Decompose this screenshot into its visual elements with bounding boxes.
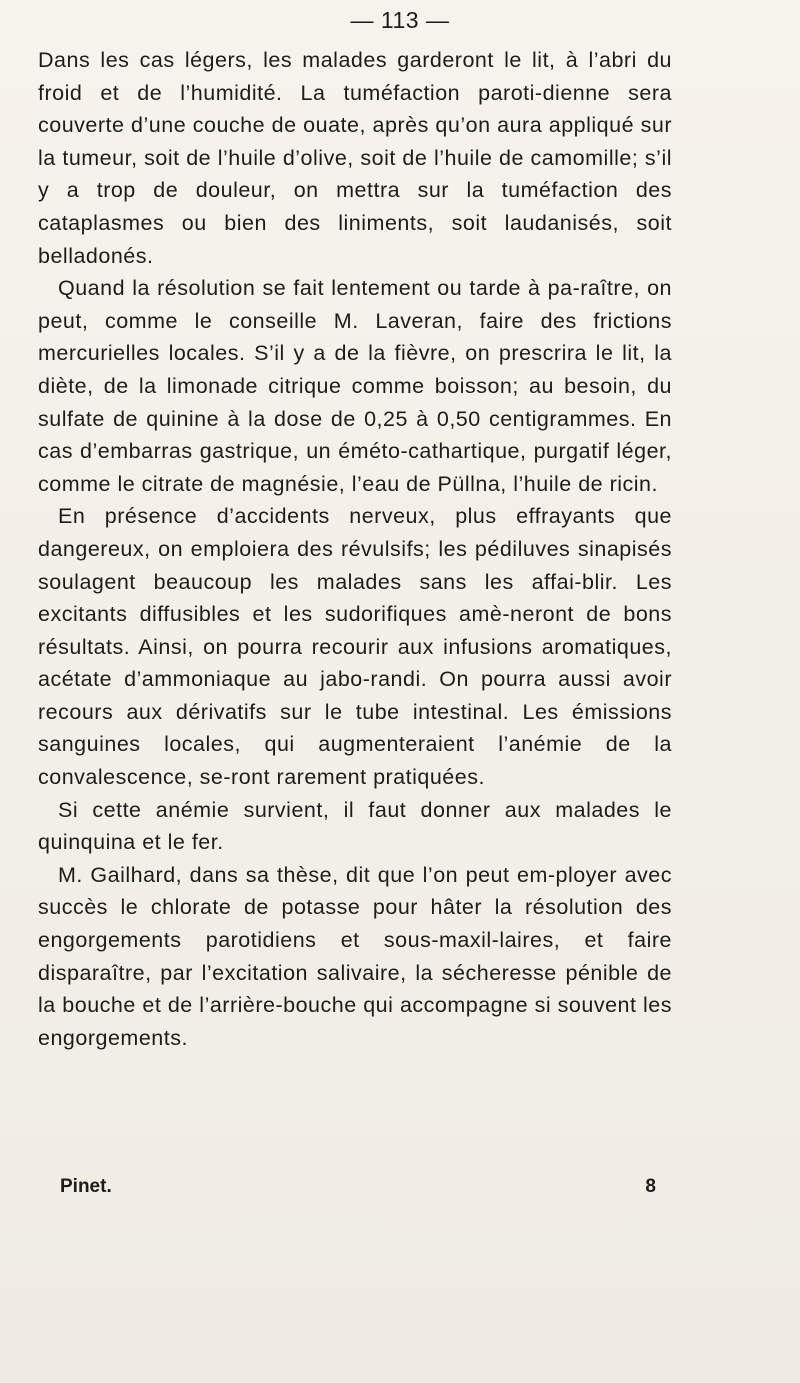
paragraph-3: En présence d’accidents nerveux, plus effrayants que dangereux, on emploiera des révulsifs; les pédiluves sinapisés soulagent beaucoup les malades sans les affai-blir. Les excitants diffusibles et les sudorifiques amè-neront de bons résultats. Ainsi, on pourra recourir aux infusions aromatiques, acétate d’ammoniaque au jabo-randi. On pourra aussi avoir recours aux dérivatifs sur le tube intestinal. Les émissions sanguines locales, qui augmenteraient l’anémie de la convalescence, se-ront rarement pratiquées.	[38, 504, 672, 790]
paragraph-1: Dans les cas légers, les malades garderont le lit, à l’abri du froid et de l’humidité. La tuméfaction paroti-dienne sera couverte d’une couche de ouate, après qu’on aura appliqué sur la tumeur, soit de l’huile d’olive, soit de l’huile de camomille; s’il y a trop de douleur, on mettra sur la tuméfaction des cataplasmes ou bien des liniments, soit laudanisés, soit belladonés.	[38, 48, 672, 268]
footer-signature-mark: 8	[645, 1176, 656, 1197]
footer-author: Pinet.	[60, 1176, 112, 1197]
paragraph-4: Si cette anémie survient, il faut donner aux malades le quinquina et le fer.	[38, 797, 672, 855]
paragraph-5: M. Gailhard, dans sa thèse, dit que l’on peut em-ployer avec succès le chlorate de potasse pour hâter la résolution des engorgements parotidiens et sous-maxil-laires, et faire disparaître, par l’excitation salivaire, la sécheresse pénible de la bouche et de l’arrière-bouche qui accompagne si souvent les engorgements.	[38, 862, 672, 1050]
page-number: — 113 —	[350, 7, 450, 33]
body-text	[38, 44, 672, 1054]
paragraph-2: Quand la résolution se fait lentement ou tarde à pa-raître, on peut, comme le conseille M. Laveran, faire des frictions mercurielles locales. S’il y a de la fièvre, on prescrira le lit, la diète, de la limonade citrique comme boisson; au besoin, du sulfate de quinine à la dose de 0,25 à 0,50 centigrammes. En cas d’embarras gastrique, un éméto-cathartique, purgatif léger, comme le citrate de magnésie, l’eau de Püllna, l’huile de ricin.	[38, 276, 672, 496]
page-footer	[60, 1172, 656, 1202]
